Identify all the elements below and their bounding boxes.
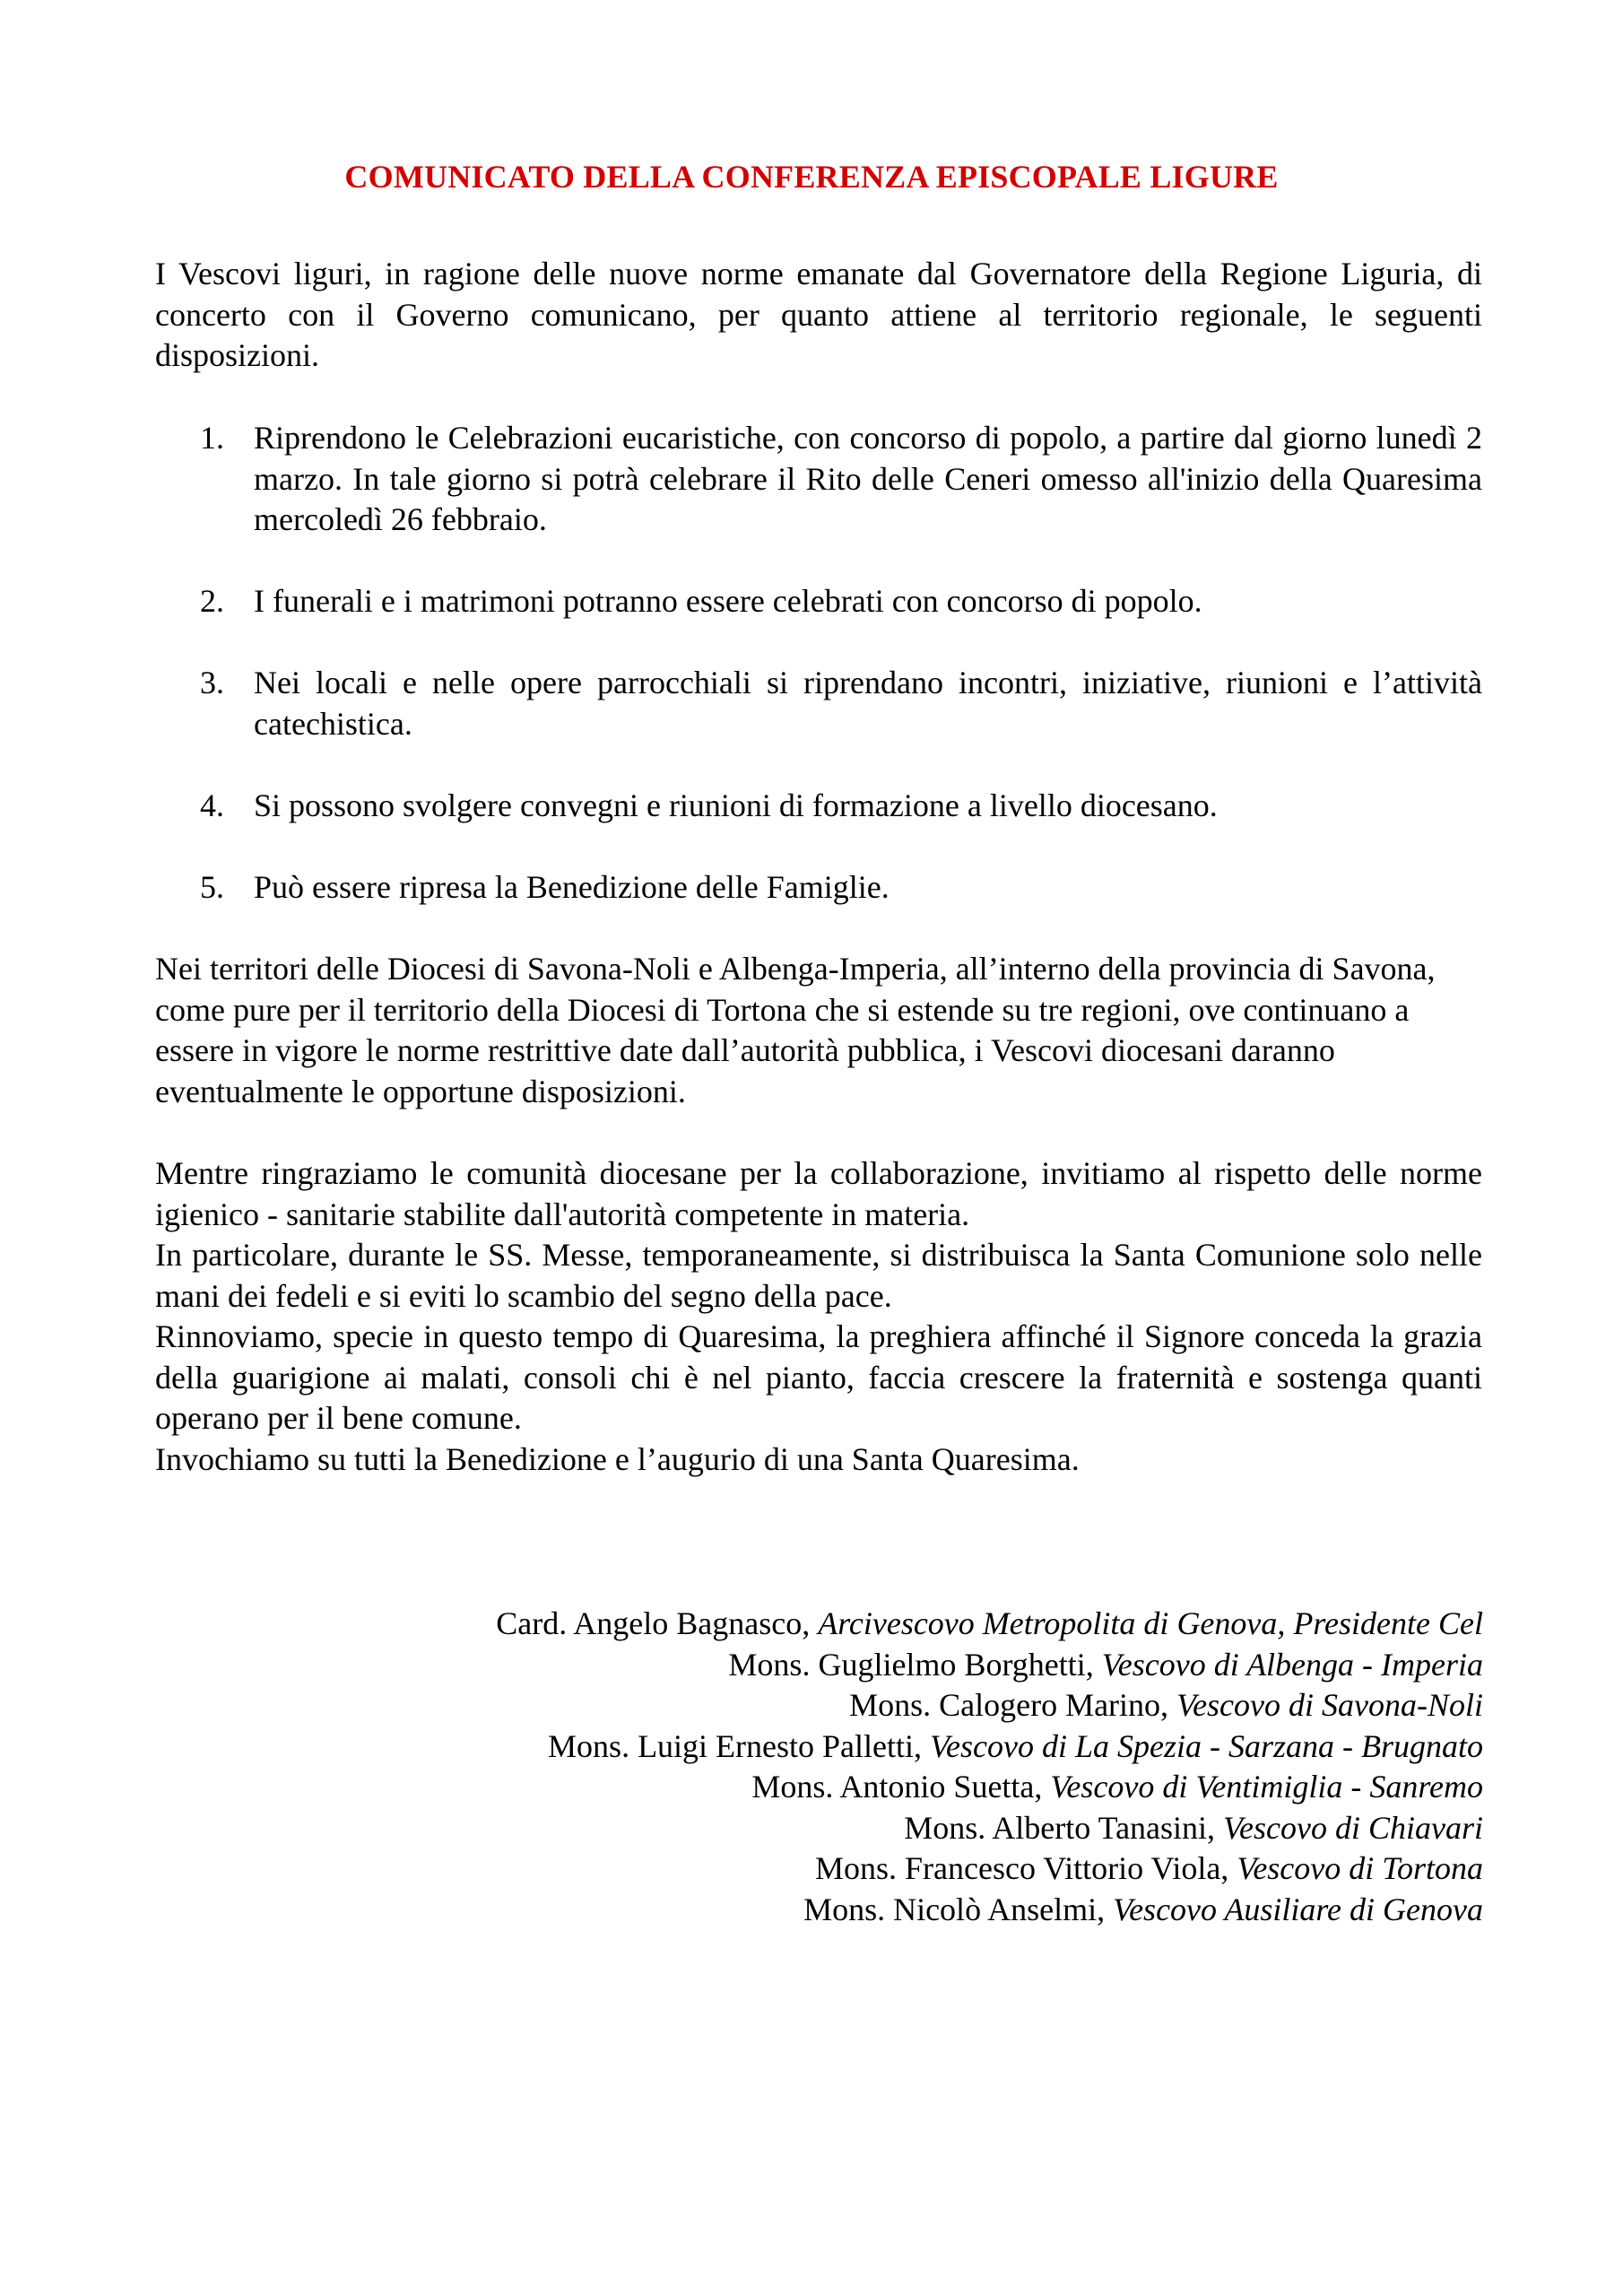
closing-paragraph: Mentre ringraziamo le comunità diocesane per la collaborazione, invitiamo al rispetto delle norme igienico - sanitarie stabilite dall'autorità competente in materia. [155, 1155, 1482, 1232]
signer-name: Mons. Alberto Tanasini, [904, 1809, 1224, 1846]
signer-name: Mons. Antonio Suetta, [751, 1769, 1051, 1805]
list-item-text: Nei locali e nelle opere parrocchiali si riprendano incontri, iniziative, riunioni e l’attività catechistica. [254, 665, 1482, 742]
signer-name: Mons. Nicolò Anselmi, [803, 1891, 1114, 1927]
list-item-text: Può essere ripresa la Benedizione delle Famiglie. [254, 869, 890, 905]
list-item-number: 2. [200, 583, 224, 619]
document-title: COMUNICATO DELLA CONFERENZA EPISCOPALE LIGURE [344, 159, 1279, 195]
signature-line [138, 1808, 1483, 1849]
signer-role: Vescovo di Ventimiglia - Sanremo [1050, 1769, 1483, 1805]
signer-role: Vescovo di Albenga - Imperia [1101, 1646, 1483, 1683]
signature-block [138, 1604, 1483, 1930]
list-item-number: 4. [200, 787, 224, 823]
list-item-number: 5. [200, 869, 224, 905]
intro-paragraph: I Vescovi liguri, in ragione delle nuove norme emanate dal Governatore della Regione Liguria, di concerto con il Governo comunicano, per quanto attiene al territorio regionale, le seguenti disposizioni. [155, 256, 1482, 373]
signature-line [138, 1848, 1483, 1890]
signer-role: Vescovo Ausiliare di Genova [1113, 1891, 1483, 1927]
signer-role: Vescovo di La Spezia - Sarzana - Brugnato [930, 1727, 1483, 1764]
list-item [200, 867, 1482, 909]
list-item-text: Si possono svolgere convegni e riunioni di formazione a livello diocesano. [254, 787, 1218, 823]
signature-line [138, 1726, 1483, 1768]
closing-paragraph: Rinnoviamo, specie in questo tempo di Quaresima, la preghiera affinché il Signore conceda la grazia della guarigione ai malati, consoli chi è nel pianto, faccia crescere la fraternità e sostenga quanti operano per il bene comune. [155, 1318, 1482, 1436]
list-item [200, 418, 1482, 541]
signature-line [138, 1890, 1483, 1931]
signer-name: Mons. Calogero Marino, [849, 1687, 1177, 1723]
signer-name: Mons. Luigi Ernesto Palletti, [548, 1727, 931, 1764]
list-item [200, 663, 1482, 744]
signature-line [138, 1685, 1483, 1726]
signer-role: Vescovo di Chiavari [1223, 1809, 1483, 1846]
signature-line [138, 1645, 1483, 1686]
list-item [200, 581, 1482, 622]
closing-paragraph: Invochiamo su tutti la Benedizione e l’augurio di una Santa Quaresima. [155, 1440, 1080, 1477]
closing-paragraph: In particolare, durante le SS. Messe, temporaneamente, si distribuisca la Santa Comunione solo nelle mani dei fedeli e si eviti lo scambio del segno della pace. [155, 1237, 1482, 1314]
signer-name: Mons. Francesco Vittorio Viola, [815, 1850, 1237, 1886]
list-item-number: 1. [200, 420, 224, 456]
closing-section [155, 1153, 1482, 1480]
list-item-number: 3. [200, 665, 224, 700]
signer-role: Arcivescovo Metropolita di Genova, Presidente Cel [818, 1605, 1483, 1641]
signer-name: Mons. Guglielmo Borghetti, [728, 1646, 1102, 1683]
signature-line [138, 1604, 1483, 1645]
list-item-text: I funerali e i matrimoni potranno essere celebrati con concorso di popolo. [254, 583, 1202, 619]
signer-name: Card. Angelo Bagnasco, [496, 1605, 819, 1641]
signer-role: Vescovo di Tortona [1237, 1850, 1483, 1886]
signer-role: Vescovo di Savona-Noli [1176, 1687, 1483, 1723]
signature-line [138, 1767, 1483, 1808]
list-item-text: Riprendono le Celebrazioni eucaristiche, con concorso di popolo, a partire dal giorno lunedì 2 marzo. In tale giorno si potrà celebrare il Rito delle Ceneri omesso all'inizio della Quaresima mercoledì 26 febbraio. [254, 420, 1482, 537]
list-item [200, 786, 1482, 827]
dioceses-paragraph: Nei territori delle Diocesi di Savona-Noli e Albenga-Imperia, all’interno della provincia di Savona, come pure per il territorio della Diocesi di Tortona che si estende su tre regioni, ove continuano a essere in vigore le norme restrittive date dall’autorità pubblica, i Vescovi diocesani daranno eventualmente le opportune disposizioni. [155, 951, 1436, 1109]
